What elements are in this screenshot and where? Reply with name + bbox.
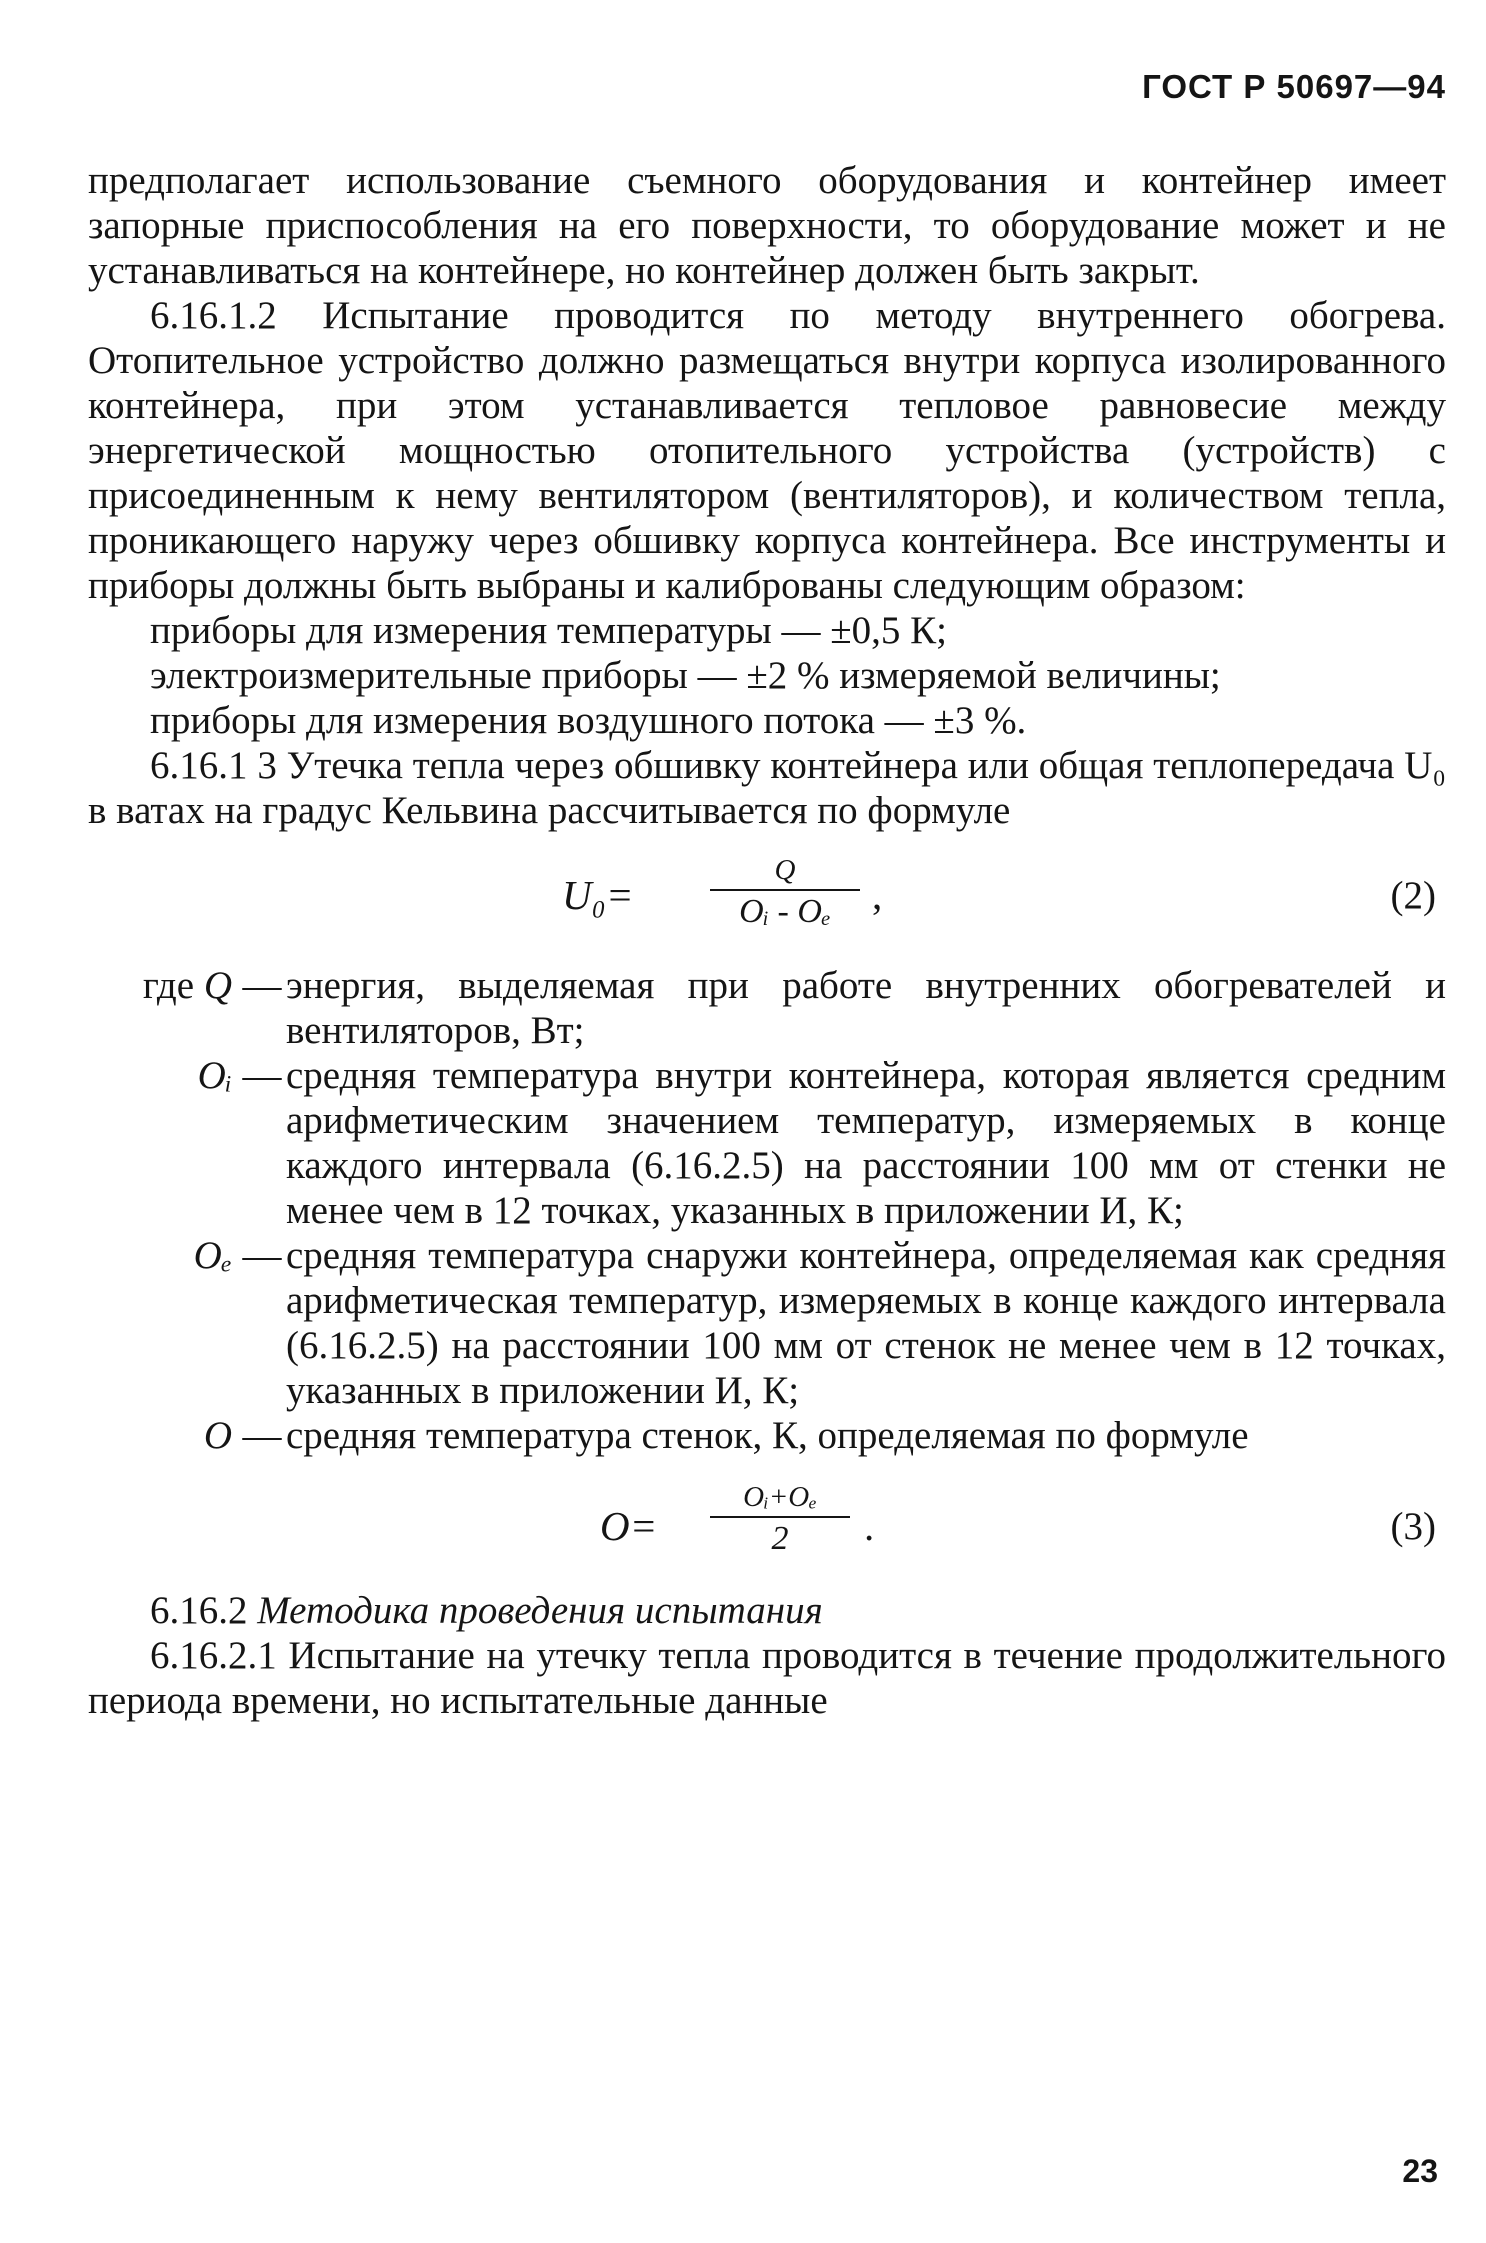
formula-fraction — [710, 853, 860, 931]
formula-denominator: Oᵢ - Oₑ — [739, 893, 831, 930]
em-dash: — — [242, 1054, 282, 1097]
em-dash: — — [242, 1414, 282, 1457]
formula-3 — [88, 1470, 1446, 1570]
section-title: Методика проведения испытания — [257, 1589, 823, 1632]
paragraph: 6.16.2.1 Испытание на утечку тепла проводится в течение продолжительного периода времени, но испытательные данные — [88, 1634, 1446, 1722]
document-body — [88, 158, 1446, 1723]
fraction-bar — [710, 889, 860, 891]
definition-symbol — [88, 1053, 238, 1233]
definition-symbol — [88, 1413, 238, 1458]
formula-punctuation: , — [872, 872, 883, 918]
definition-text: средняя температура стенок, К, определяемая по формуле — [286, 1414, 1249, 1457]
paragraph: приборы для измерения температуры — ±0,5 К; — [150, 609, 947, 652]
paragraph: предполагает использование съемного оборудования и контейнер имеет запорные приспособления на его поверхности, то оборудование может и не устанавливаться на контейнере, но контейнер должен быть закрыт. — [88, 159, 1446, 292]
formula-fraction — [710, 1480, 850, 1558]
definition-item — [88, 1053, 1446, 1233]
definition-item — [88, 1233, 1446, 1413]
paragraph: 6.16.1 3 Утечка тепла через обшивку контейнера или общая теплопередача U₀ в ватах на градус Кельвина рассчитывается по формуле — [88, 744, 1446, 832]
formula-number: (2) — [1390, 874, 1436, 917]
formula-lhs: U₀= — [562, 872, 634, 918]
section-heading — [88, 1588, 1446, 1633]
symbol-text: Oₑ — [193, 1234, 232, 1277]
paragraph: электроизмерительные приборы — ±2 % измеряемой величины; — [150, 654, 1221, 697]
definition-symbol — [88, 963, 238, 1053]
section-number: 6.16.2 — [150, 1589, 248, 1632]
formula-lhs: O= — [600, 1503, 658, 1549]
paragraph: 6.16.1.2 Испытание проводится по методу внутреннего обогрева. Отопительное устройство должно размещаться внутри корпуса изолированного контейнера, при этом устанавливается тепловое равновесие между энергетической мощностью отопительного устройства (устройств) с присоединенным к нему вентилятором (вентиляторов), и количеством тепла, проникающего наружу через обшивку корпуса контейнера. Все инструменты и приборы должны быть выбраны и калиброваны следующим образом: — [88, 294, 1446, 607]
page-number: 23 — [1402, 2153, 1438, 2189]
symbol-text: Q — [203, 964, 232, 1007]
definitions-list — [88, 963, 1446, 1458]
formula-numerator: Q — [774, 854, 796, 886]
standard-header: ГОСТ Р 50697—94 — [1142, 68, 1446, 105]
definition-symbol — [88, 1233, 238, 1413]
formula-punctuation: . — [864, 1503, 875, 1549]
em-dash: — — [242, 1234, 282, 1277]
fraction-bar — [710, 1516, 850, 1518]
definitions-intro: где — [142, 964, 195, 1007]
em-dash: — — [242, 964, 282, 1007]
definition-text: средняя температура внутри контейнера, которая является средним арифметическим значением температур, измеряемых в конце каждого интервала (6.16.2.5) на расстоянии 100 мм от стенки не менее чем в 12 точках, указанных в приложении И, К; — [286, 1054, 1446, 1232]
definition-text: средняя температура снаружи контейнера, определяемая как средняя арифметическая температур, измеряемых в конце каждого интервала (6.16.2.5) на расстоянии 100 мм от стенок не менее чем в 12 точках, указанных в приложении И, К; — [286, 1234, 1446, 1412]
definition-item — [88, 1413, 1446, 1458]
formula-numerator: Oᵢ+Oₑ — [743, 1481, 817, 1513]
definition-item — [88, 963, 1446, 1053]
formula-denominator: 2 — [771, 1520, 789, 1557]
symbol-text: Oᵢ — [197, 1054, 232, 1097]
definition-text: энергия, выделяемая при работе внутренних обогревателей и вентиляторов, Вт; — [286, 964, 1446, 1052]
formula-number: (3) — [1390, 1505, 1436, 1548]
paragraph: приборы для измерения воздушного потока — ±3 %. — [150, 699, 1027, 742]
symbol-text: O — [203, 1414, 232, 1457]
formula-2 — [88, 845, 1446, 945]
